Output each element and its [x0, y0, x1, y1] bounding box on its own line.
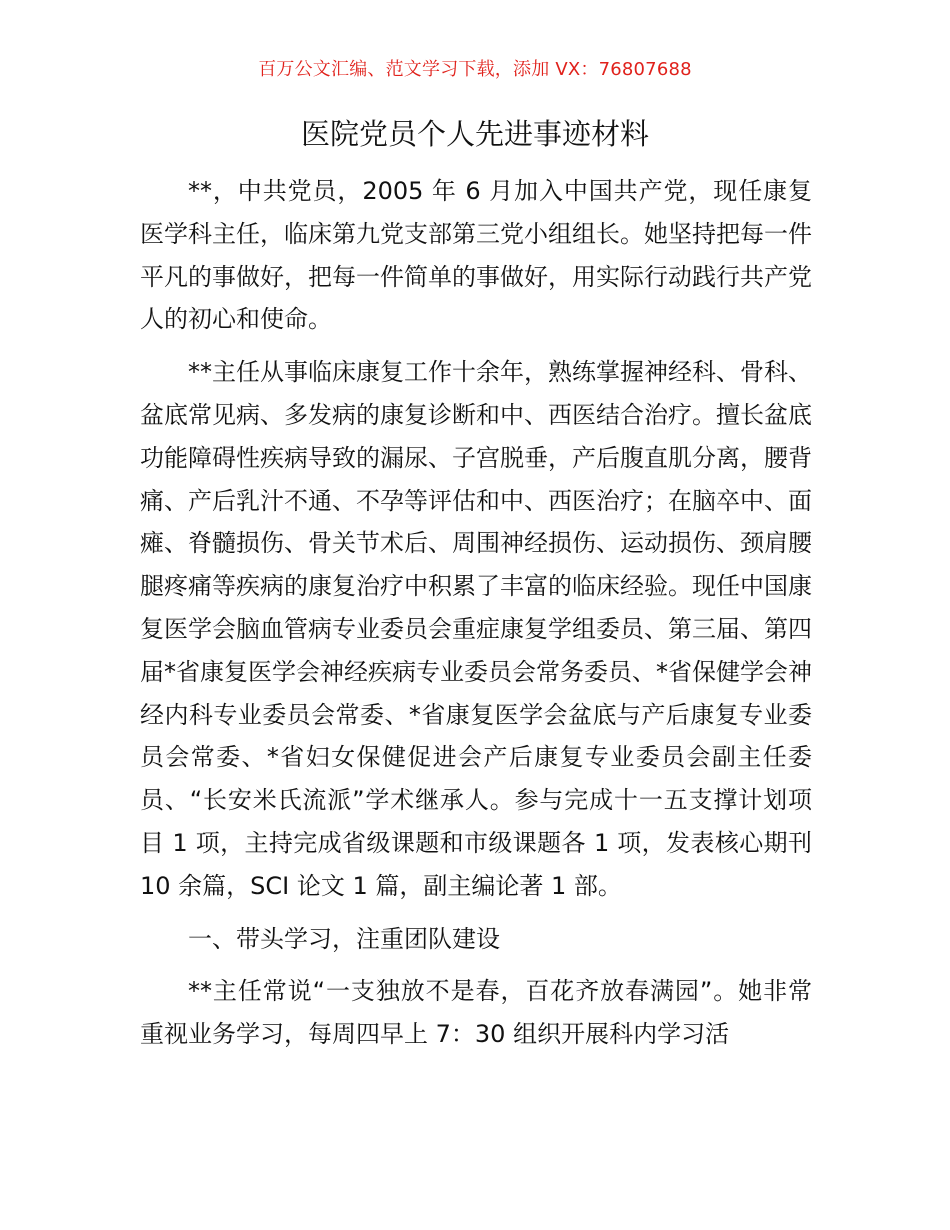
paragraph-experience: **主任从事临床康复工作十余年，熟练掌握神经科、骨科、盆底常见病、多发病的康复诊断和中、西医结合治疗。擅长盆底功能障碍性疾病导致的漏尿、子宫脱垂，产后腹直肌分离，腰背痛、产后乳汁不通、不孕等评估和中、西医治疗；在脑卒中、面瘫、脊髓损伤、骨关节术后、周围神经损伤、运动损伤、颈肩腰腿疼痛等疾病的康复治疗中积累了丰富的临床经验。现任中国康复医学会脑血管病专业委员会重症康复学组委员、第三届、第四届*省康复医学会神经疾病专业委员会常务委员、*省保健学会神经内科专业委员会常委、*省康复医学会盆底与产后康复专业委员会常委、*省妇女保健促进会产后康复专业委员会副主任委员、“长安米氏流派”学术继承人。参与完成十一五支撑计划项目 1 项，主持完成省级课题和市级课题各 1 项，发表核心期刊 10 余篇，SCI 论文 1 篇，副主编论著 1 部。 [140, 358, 812, 900]
document-body [140, 170, 812, 1066]
document-title: 医院党员个人先进事迹材料 [300, 117, 649, 151]
header-notice: 百万公文汇编、范文学习下载，添加 VX：76807688 [258, 59, 692, 80]
paragraph-team-building: **主任常说“一支独放不是春，百花齐放春满园”。她非常重视业务学习，每周四早上 7：30 组织开展科内学习活 [140, 977, 812, 1049]
section-heading: 一、带头学习，注重团队建设 [188, 924, 500, 953]
paragraph-intro: **，中共党员，2005 年 6 月加入中国共产党，现任康复医学科主任，临床第九党支部第三党小组组长。她坚持把每一件平凡的事做好，把每一件简单的事做好，用实际行动践行共产党人的初心和使命。 [140, 177, 812, 334]
